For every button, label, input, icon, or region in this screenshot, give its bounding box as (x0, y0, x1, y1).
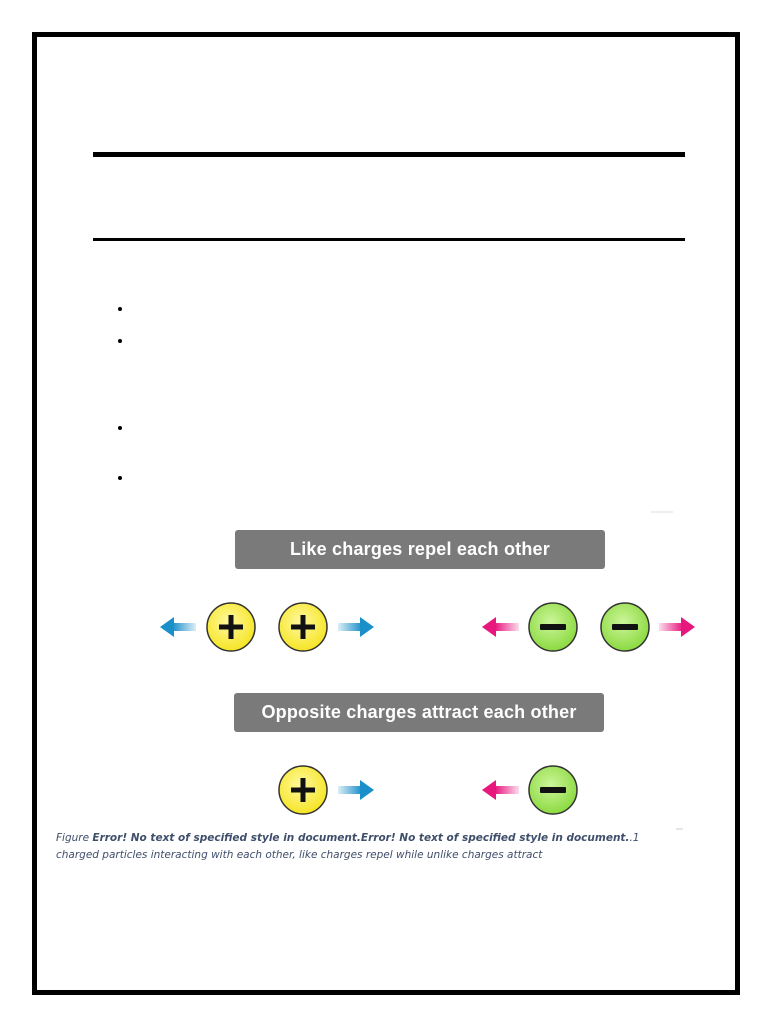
title-top-rule (93, 152, 685, 157)
opposite-charges-banner: Opposite charges attract each other (234, 693, 604, 732)
bullet-point (118, 476, 122, 480)
bullet-point (118, 339, 122, 343)
like-charges-banner: Like charges repel each other (235, 530, 605, 569)
bullet-point (118, 426, 122, 430)
figure-caption (56, 830, 656, 864)
caption-suffix: .1 charged particles interacting with each other, like charges repel while unlike charges attract (56, 832, 640, 861)
caption-prefix: Figure (56, 832, 93, 844)
bullet-point (118, 307, 122, 311)
title-bottom-rule (93, 238, 685, 241)
caption-error-text: Error! No text of specified style in document.Error! No text of specified style in document. (92, 832, 630, 844)
